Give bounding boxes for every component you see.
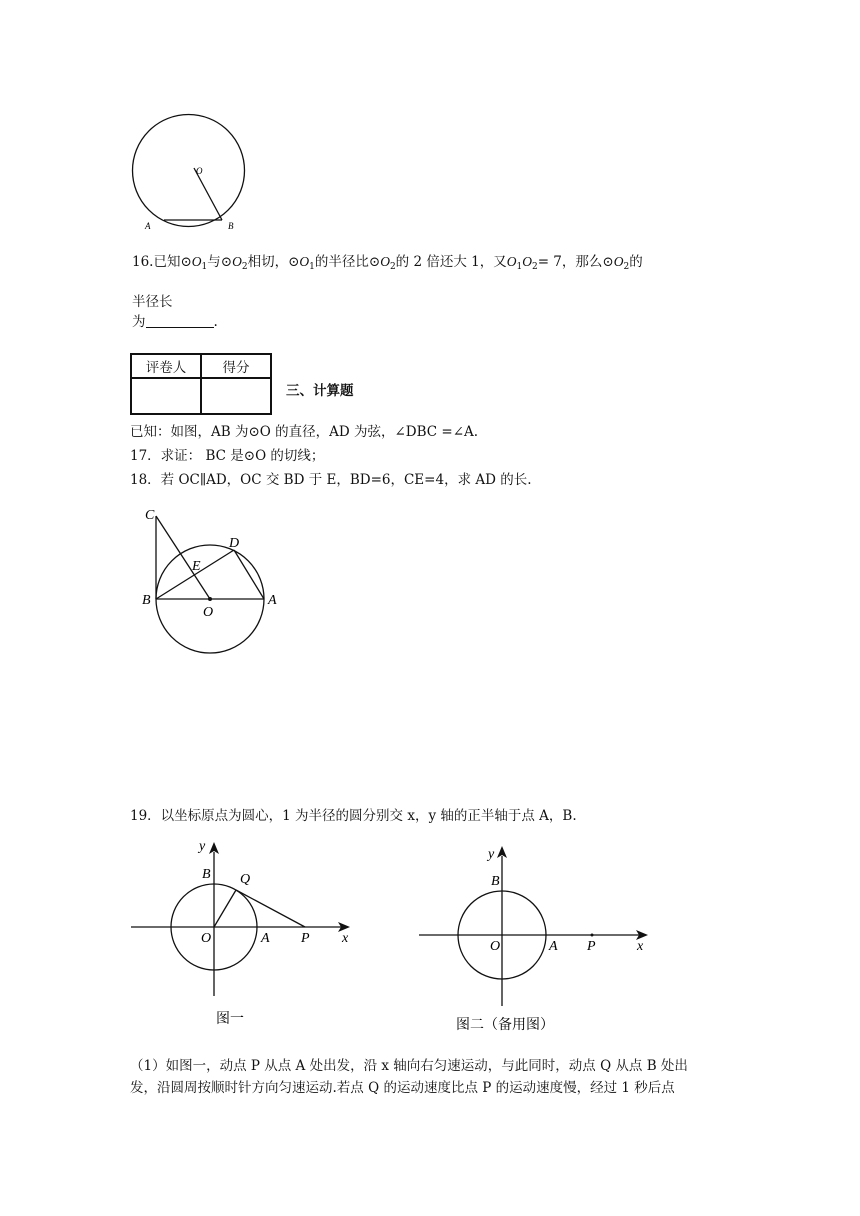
label-q: Q — [240, 872, 251, 887]
question-16: 16.已知$⊙O_1$与$⊙O_2$相切，$⊙O_1$的半径比$⊙O_2$的 2 倍还大 1，又$O_1O_2= 7$，那么$⊙O_2$的 — [132, 254, 643, 272]
label-e: E — [192, 559, 201, 574]
label-a: A — [268, 593, 277, 608]
label-b: B — [491, 874, 500, 889]
score-table-score-cell[interactable] — [201, 378, 271, 414]
label-c: C — [145, 508, 155, 523]
section-title: 三、计算题 — [286, 383, 354, 399]
figure-1 — [128, 836, 358, 1028]
given-statement: 已知：如图，AB 为⊙O 的直径，AD 为弦，∠DBC =∠A. — [130, 424, 479, 440]
question-19-part-1-line2: 发，沿圆周按顺时针方向匀速运动.若点 Q 的运动速度比点 P 的运动速度慢，经过 1 秒后点 — [130, 1080, 675, 1096]
label-a: A — [261, 931, 270, 946]
point-p-dot — [591, 934, 594, 937]
circle-o — [133, 115, 245, 227]
label-o: O — [201, 931, 212, 946]
score-table-grader-cell[interactable] — [131, 378, 201, 414]
caption-figure-1: 图一 — [216, 1011, 244, 1027]
center-point-o — [208, 597, 212, 601]
figure-q18 — [140, 502, 290, 662]
score-table-grader-header: 评卷人 — [131, 354, 201, 378]
label-o: O — [490, 939, 501, 954]
segment-co — [156, 516, 210, 599]
score-table — [130, 353, 272, 415]
label-b: B — [228, 221, 234, 231]
label-b: B — [202, 867, 211, 882]
label-a: A — [549, 939, 558, 954]
label-p: P — [301, 931, 310, 946]
label-o: O — [203, 605, 214, 620]
caption-figure-2: 图二（备用图） — [456, 1017, 554, 1033]
chord-bd — [156, 550, 234, 599]
figure-q15-circle — [128, 108, 258, 236]
label-x: x — [342, 931, 349, 946]
label-x: x — [637, 939, 644, 954]
score-table-score-header: 得分 — [201, 354, 271, 378]
label-o: O — [196, 166, 203, 176]
segment-oq — [214, 890, 236, 927]
label-d: D — [229, 536, 240, 551]
chord-ad — [234, 550, 264, 599]
answer-blank[interactable] — [146, 314, 214, 328]
question-16-line3: 为 . — [132, 314, 218, 330]
label-p: P — [587, 939, 596, 954]
label-y: y — [199, 839, 206, 854]
label-a: A — [145, 221, 151, 231]
question-19: 19．以坐标原点为圆心，1 为半径的圆分别交 x，y 轴的正半轴于点 A，B. — [130, 808, 577, 824]
question-19-part-1-line1: （1）如图一，动点 P 从点 A 处出发，沿 x 轴向右匀速运动，与此同时，动点 Q 从点 B 处出 — [130, 1058, 688, 1074]
label-y: y — [488, 847, 495, 862]
label-b: B — [142, 593, 151, 608]
question-16-line2: 半径长 — [132, 294, 173, 310]
question-18: 18．若 OC∥AD，OC 交 BD 于 E，BD=6，CE=4，求 AD 的长. — [130, 472, 532, 488]
segment-qp — [236, 890, 305, 927]
figure-2 — [416, 842, 686, 1038]
question-17: 17．求证： BC 是⊙O 的切线； — [130, 448, 325, 464]
